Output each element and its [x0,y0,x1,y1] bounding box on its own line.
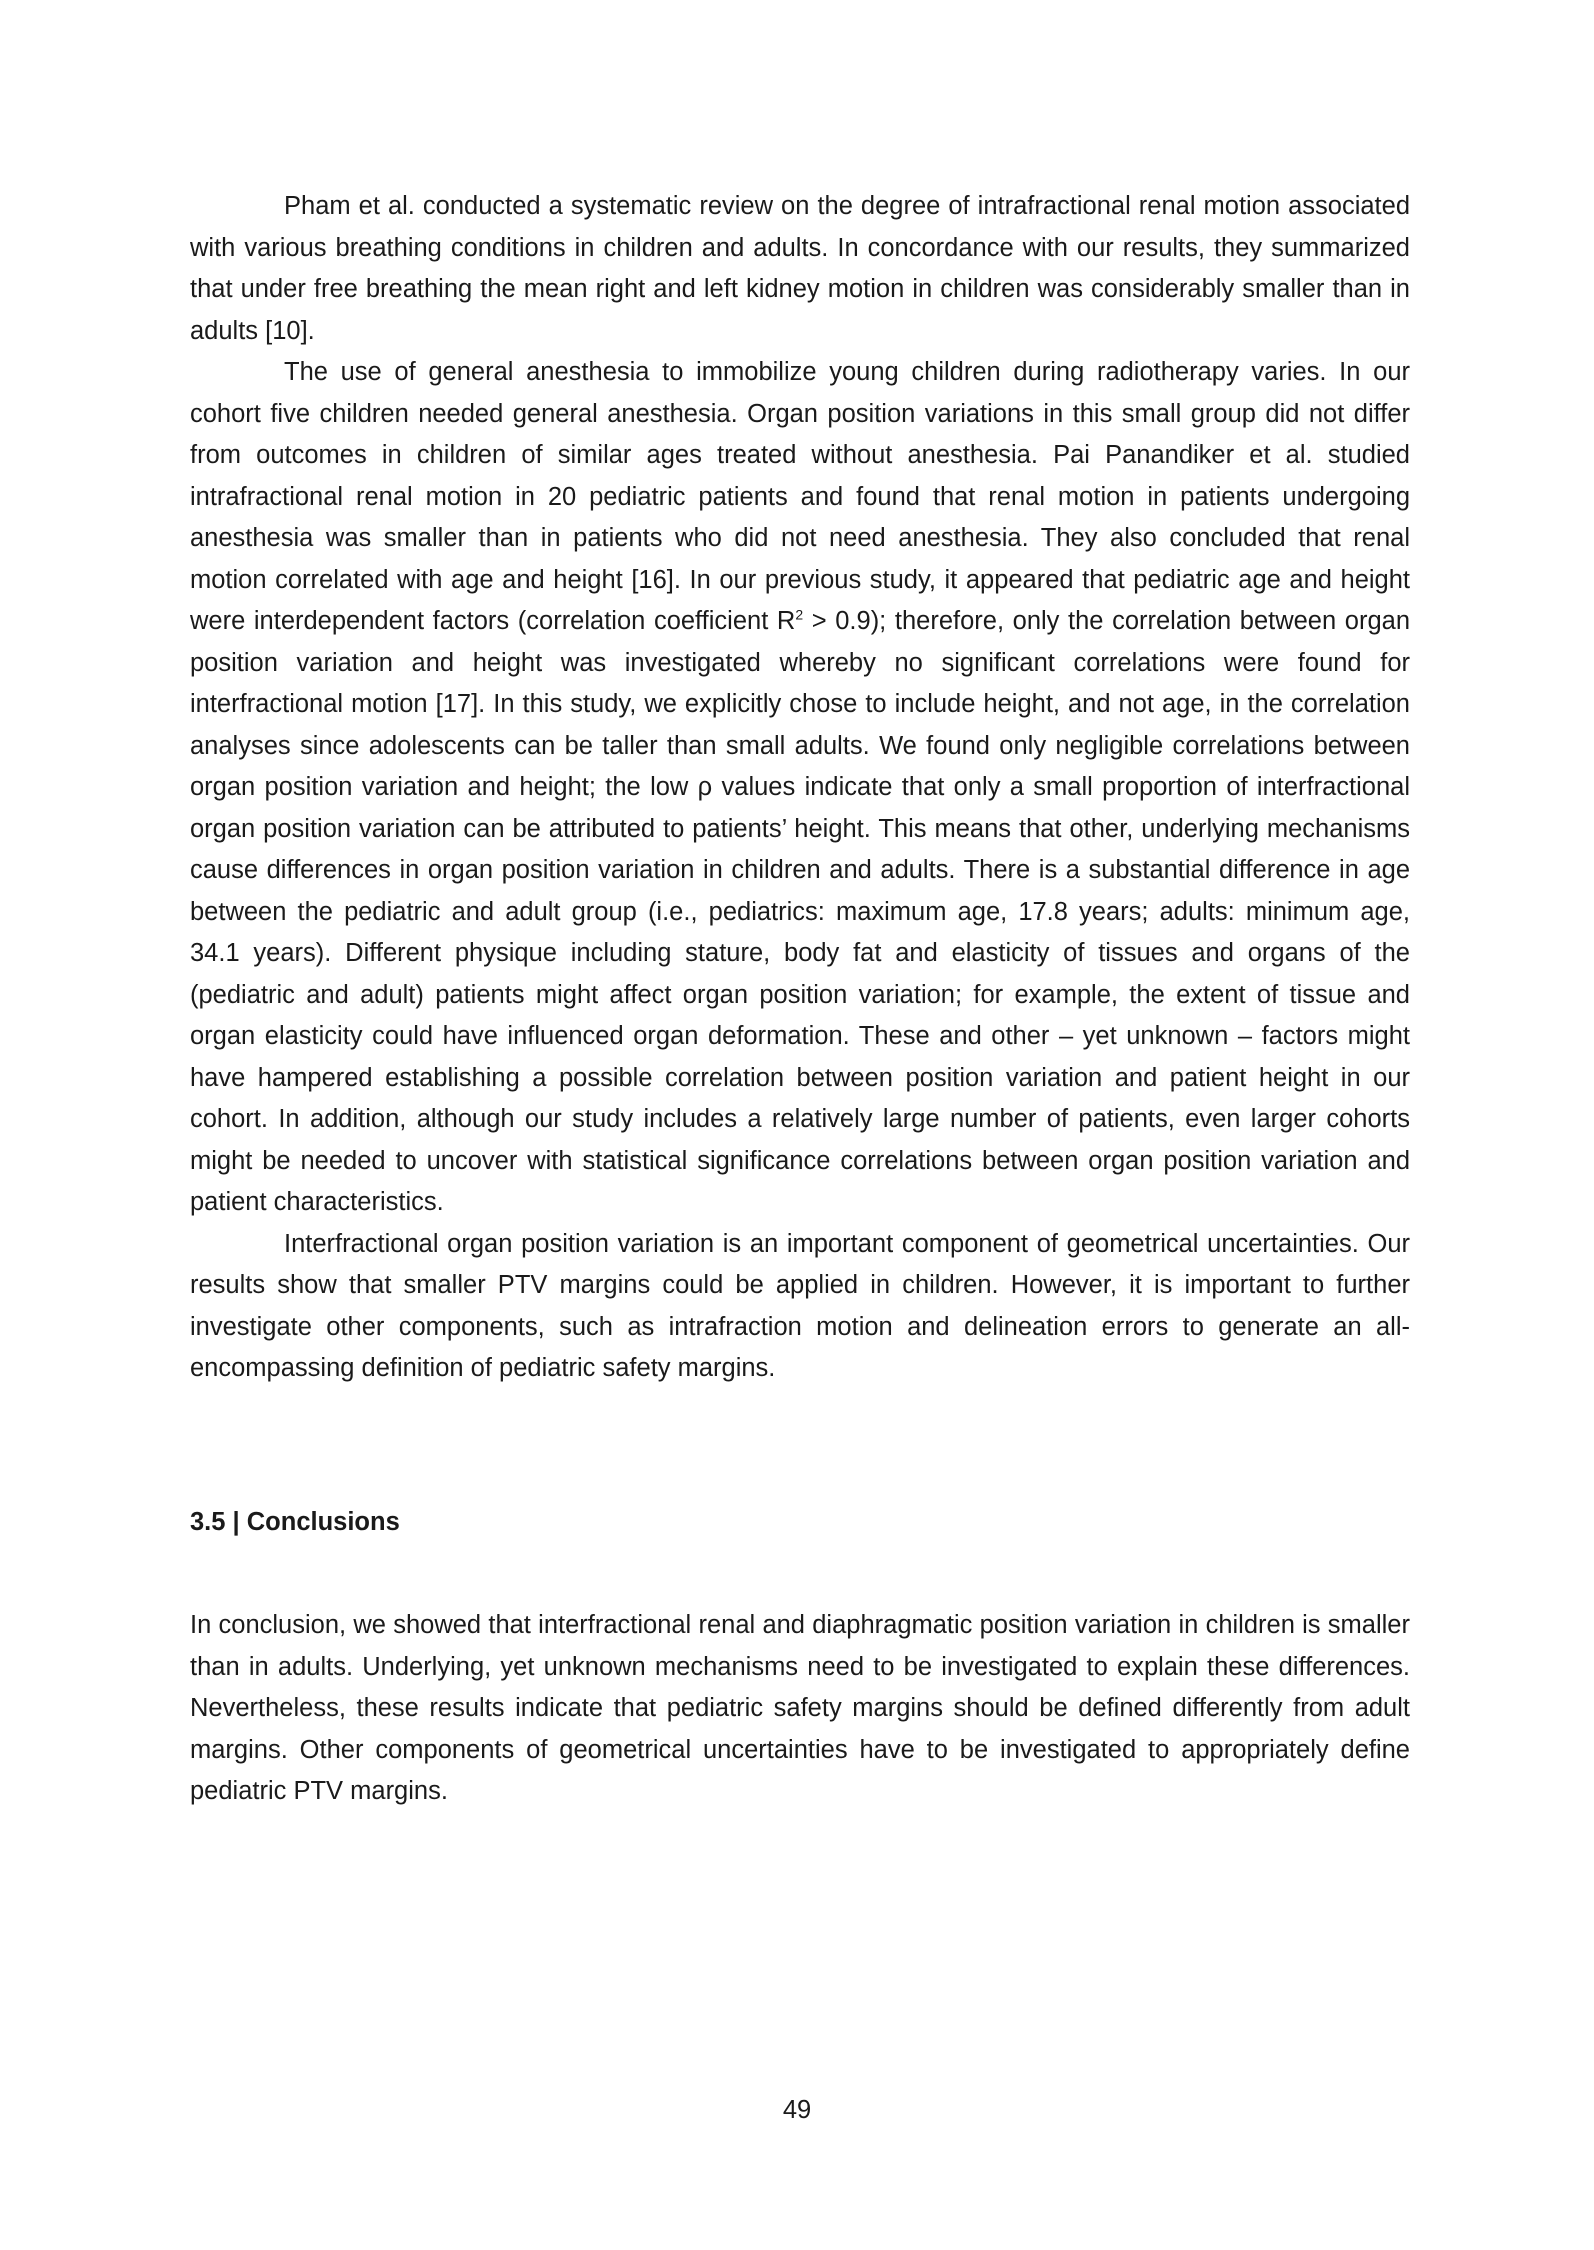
paragraph-general-anesthesia [190,352,1410,1224]
conclusions-section [190,1605,1410,1813]
section-heading-conclusions: 3.5 | Conclusions [190,1508,400,1536]
paragraph-text: The use of general anesthesia to immobilize young children during radiotherapy varies. In our cohort five children needed general anesthesia. Organ position variations in this small group did not differ from outcomes in children of similar ages treated without anesthesia. Pai Panandiker et al. studied intrafractional renal motion in 20 pediatric patients and found that renal motion in patients undergoing anesthesia was smaller than in patients who did not need anesthesia. They also concluded that renal motion correlated with age and height [16]. In our previous study, it appeared that pediatric age and height were interdependent factors (correlation coefficient R [190,358,1410,635]
paragraph-text: > 0.9); therefore, only the correlation between organ position variation and height was investigated whereby no significant correlations were found for interfractional motion [17]. In this study, we explicitly chose to include height, and not age, in the correlation analyses since adolescents can be taller than small adults. We found only negligible correlations between organ position variation and height; the low ρ values indicate that only a small proportion of interfractional organ position variation can be attributed to patients’ height. This means that other, underlying mechanisms cause differences in organ position variation in children and adults. There is a substantial difference in age between the pediatric and adult group (i.e., pediatrics: maximum age, 17.8 years; adults: minimum age, 34.1 years). Different physique including stature, body fat and elasticity of tissues and organs of the (pediatric and adult) patients might affect organ position variation; for example, the extent of tissue and organ elasticity could have influenced organ deformation. These and other – yet unknown – factors might have hampered establishing a possible correlation between position variation and patient height in our cohort. In addition, although our study includes a relatively large number of patients, even larger cohorts might be needed to uncover with statistical significance correlations between organ position variation and patient characteristics. [190,607,1411,1216]
paragraph-text: Pham et al. conducted a systematic review on the degree of intrafractional renal motion associated with various breathing conditions in children and adults. In concordance with our results, they summarized that under free breathing the mean right and left kidney motion in children was considerably smaller than in adults [10]. [190,192,1410,345]
paragraph-interfractional-variation [190,1224,1410,1390]
page-number: 49 [782,2096,812,2124]
page-body [190,186,1411,1805]
paragraph-text: Interfractional organ position variation is an important component of geometrical uncertainties. Our results show that smaller PTV margins could be applied in children. However, it is important to further investigate other components, such as intrafraction motion and delineation errors to generate an all-encompassing definition of pediatric safety margins. [190,1229,1410,1382]
paragraph-conclusion: In conclusion, we showed that interfractional renal and diaphragmatic position variation in children is smaller than in adults. Underlying, yet unknown mechanisms need to be investigated to explain these differences. Nevertheless, these results indicate that pediatric safety margins should be defined differently from adult margins. Other components of geometrical uncertainties have to be investigated to appropriately define pediatric PTV margins. [190,1611,1410,1805]
superscript: 2 [795,606,804,623]
paragraph-pham-review [190,186,1410,352]
